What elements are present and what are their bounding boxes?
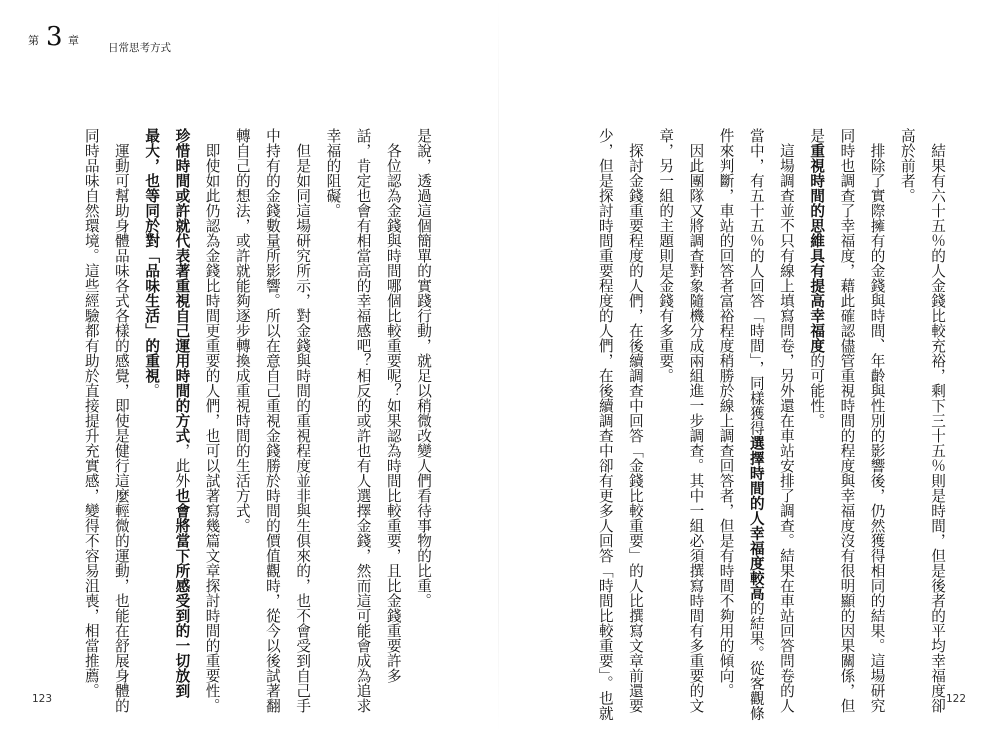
text-line	[136, 128, 166, 673]
text-segment: ，此外	[173, 443, 191, 488]
text-line	[620, 128, 650, 713]
emphasized-text: 重視時間的思維具有提高幸福度	[808, 143, 826, 353]
text-line	[196, 128, 226, 713]
chapter-suffix: 章	[68, 34, 79, 47]
text-segment: 這場調查並不只有線上填寫問卷，另外還在車站安排了調查。結果在車站回答問卷的人	[777, 142, 795, 713]
text-segment: 是說，透過這個簡單的實踐行動，就足以稍微改變人們看待事物的比重。	[415, 128, 432, 608]
left-page-text	[58, 128, 438, 713]
text-segment: 各位認為金錢與時間哪個比較重要呢？如果認為時間比較重要，且比金錢重要許多	[384, 142, 402, 683]
text-segment: 的結果。從客觀條	[747, 600, 765, 721]
text-segment: 的可能性。	[808, 353, 826, 428]
text-line	[831, 128, 861, 713]
text-line	[861, 128, 891, 713]
text-segment: 中持有的金錢數量所影響。所以在意自己重視金錢勝於時間的價值觀時，從今以後試著翻	[263, 128, 281, 713]
text-line	[771, 128, 801, 713]
text-segment: 結果有六十五％的人金錢比較充裕，剩下三十五％則是時間，但是後者的平均幸福度卻	[929, 142, 946, 713]
text-segment: 因此團隊又將調查對象隨機分成兩組進一步調查。其中一組必須撰寫時間有多重要的文	[687, 142, 705, 713]
text-segment: 但是如同這場研究所示，對金錢與時間的重視程度並非與生俱來的，也不會受到自己手	[294, 142, 312, 713]
text-line	[378, 128, 408, 683]
text-line	[710, 128, 740, 698]
left-page-number: 123	[32, 693, 53, 705]
text-segment: 。	[143, 383, 161, 398]
text-segment: 件來判斷，車站的回答者富裕程度稍勝於線上調查回答者，但是有時間不夠用的傾向。	[717, 128, 735, 698]
text-line	[892, 128, 922, 673]
right-page-text	[576, 128, 952, 721]
text-line	[741, 128, 771, 721]
right-page-number: 122	[946, 693, 967, 705]
text-segment: 章，另一組的主題則是金錢有多重要。	[657, 128, 675, 383]
text-line	[257, 128, 287, 713]
emphasized-text: 最大，也等同於對「品味生活」的重視	[143, 128, 161, 383]
text-line	[801, 128, 831, 673]
emphasized-text: 珍惜時間或許就代表著重視自己運用時間的方式	[173, 128, 191, 443]
text-line	[166, 128, 196, 698]
page-gutter	[498, 0, 499, 734]
chapter-number: 3	[46, 22, 63, 52]
text-segment: 當中，有五十五％的人回答「時間」，同樣獲得	[747, 128, 765, 436]
text-segment: 少，但是探討時間重要程度的人們，在後續調查中卻有更多人回答「時間比較重要」。也就	[596, 128, 614, 721]
text-segment: 同時品味自然環境。這些經驗都有助於直接提升充實感，變得不容易沮喪，相當推薦。	[82, 128, 100, 698]
emphasized-text: 也會將當下所感受到的一切放到	[173, 488, 191, 698]
text-segment: 高於前者。	[898, 128, 916, 203]
text-segment: 排除了實際擁有的金錢與時間、年齡與性別的影響後，仍然獲得相同的結果。這場研究	[868, 142, 886, 713]
text-line	[680, 128, 710, 713]
text-line	[650, 128, 680, 673]
chapter-prefix: 第	[28, 34, 39, 47]
text-line	[408, 128, 438, 673]
text-line	[76, 128, 106, 698]
text-segment: 是	[808, 128, 826, 143]
text-line	[922, 128, 952, 713]
text-line	[590, 128, 620, 721]
text-segment: 話，肯定也會有相當高的幸福感吧？相反的或許也有人選擇金錢，然而這可能會成為追求	[354, 128, 372, 713]
emphasized-text: 選擇時間的人幸福度較高	[747, 435, 765, 601]
chapter-title: 日常思考方式	[108, 42, 171, 54]
text-line	[287, 128, 317, 713]
text-line	[317, 128, 347, 673]
text-line	[106, 128, 136, 713]
text-segment: 轉自己的想法，或許就能夠逐步轉換成重視時間的生活方式。	[233, 128, 251, 533]
text-segment: 幸福的阻礙。	[324, 128, 342, 218]
text-segment: 即使如此仍認為金錢比時間更重要的人們，也可以試著寫幾篇文章探討時間的重要性。	[203, 142, 221, 713]
text-segment: 運動可幫助身體品味各式各樣的感覺，即使是健行這麼輕微的運動，也能在舒展身體的	[112, 142, 130, 713]
text-line	[227, 128, 257, 673]
text-segment: 探討金錢重要程度的人們，在後續調查中回答「金錢比較重要」的人比撰寫文章前還要	[626, 142, 644, 713]
text-segment: 同時也調查了幸福度，藉此確認儘管重視時間的程度與幸福度沒有很明顯的因果關係，但	[838, 128, 856, 713]
text-line	[347, 128, 377, 713]
